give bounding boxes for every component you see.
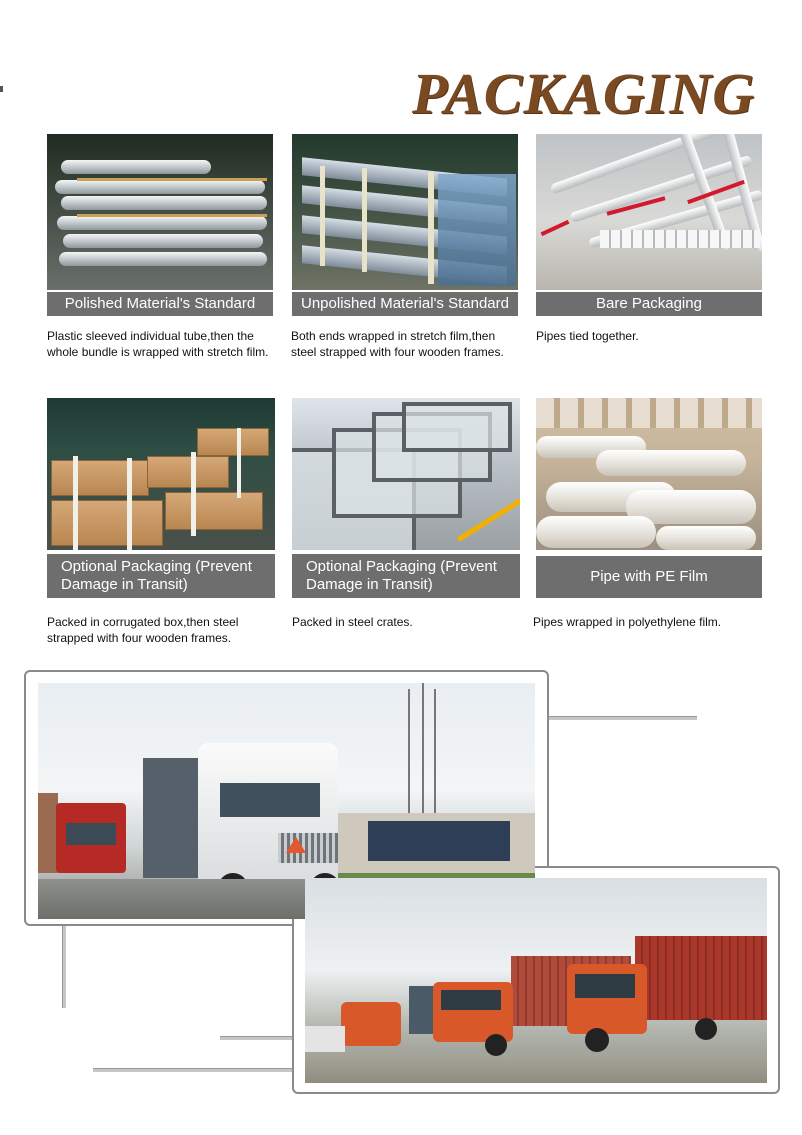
caption-pe-film: Pipe with PE Film [536, 556, 762, 598]
desc-line: Packed in corrugated box,then steel [47, 615, 239, 629]
page-title: PACKAGING [412, 61, 756, 126]
photo-corrugated-boxes [47, 398, 275, 550]
decor-line [62, 920, 66, 1008]
decor-line [534, 716, 697, 720]
desc-unpolished [291, 328, 531, 360]
photo-polished-tubes [47, 134, 273, 290]
decor-line [93, 1068, 305, 1072]
desc-line: strapped with four wooden frames. [47, 631, 232, 645]
desc-line: Plastic sleeved individual tube,then the [47, 329, 254, 343]
photo-unpolished-frames [292, 134, 518, 290]
caption-unpolished: Unpolished Material's Standard [292, 292, 518, 316]
desc-line: whole bundle is wrapped with stretch film. [47, 345, 269, 359]
photo-steel-crates [292, 398, 520, 550]
desc-polished [47, 328, 287, 360]
desc-line: Pipes tied together. [536, 329, 639, 343]
desc-optional-box [47, 614, 287, 646]
caption-line: Optional Packaging (Prevent [61, 558, 252, 575]
photo-container-trucks [305, 878, 767, 1083]
desc-line: steel strapped with four wooden frames. [291, 345, 504, 359]
desc-pe-film [533, 614, 773, 630]
photo-pe-film-pipes [536, 398, 762, 550]
margin-mark [0, 86, 3, 92]
caption-polished: Polished Material's Standard [47, 292, 273, 316]
caption-optional-box [47, 554, 275, 598]
caption-bare: Bare Packaging [536, 292, 762, 316]
desc-line: Pipes wrapped in polyethylene film. [533, 615, 722, 629]
caption-line: Damage in Transit) [61, 576, 188, 593]
desc-optional-crate [292, 614, 518, 630]
desc-line: Packed in steel crates. [292, 615, 413, 629]
caption-line: Damage in Transit) [306, 576, 433, 593]
caption-optional-crate [292, 554, 520, 598]
caption-line: Optional Packaging (Prevent [306, 558, 497, 575]
desc-line: Both ends wrapped in stretch film,then [291, 329, 496, 343]
desc-bare [536, 328, 762, 344]
photo-bare-pipes [536, 134, 762, 290]
